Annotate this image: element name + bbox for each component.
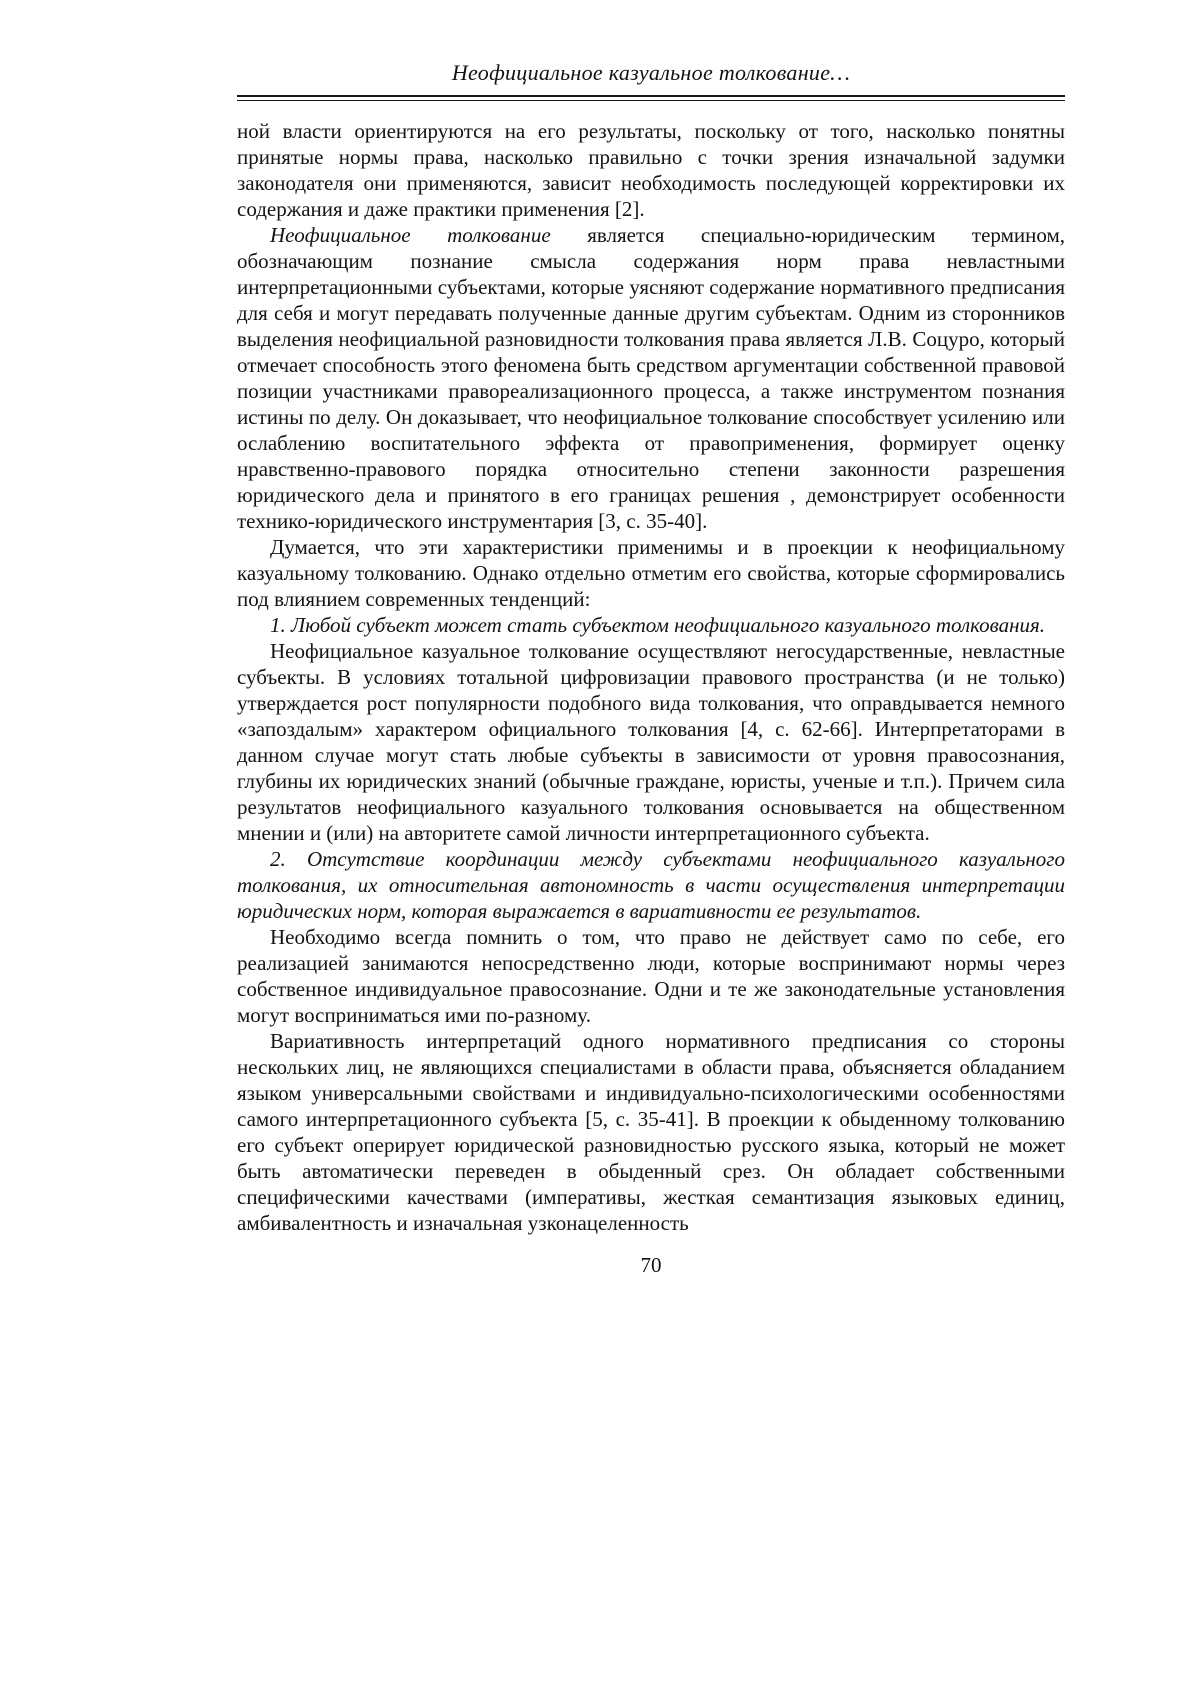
running-header-title: Неофициальное казуальное толкование… [451, 60, 851, 85]
italic-text-segment: 1. Любой субъект может стать субъектом неофициального казуального толкования. [270, 613, 1046, 637]
italic-text-segment: Неофициальное толкование [270, 223, 551, 247]
text-column [237, 0, 1065, 1278]
page-header [237, 60, 1065, 101]
header-rule [237, 95, 1065, 101]
text-segment: Вариативность интерпретаций одного нормативного предписания со стороны нескольких лиц, не являющихся специалистами в области права, объясняется обладанием языком универсальными свойствами и индивидуально-психологическими особенностями самого интерпретационного субъекта [5, с. 35-41]. В проекции к обыденному толкованию его субъект оперирует юридической разновидностью русского языка, который не может быть автоматически переведен в обыденный срез. Он обладает собственными специфическими качествами (императивы, жесткая семантизация языковых единиц, амбивалентность и изначальная узконацеленность [237, 1029, 1065, 1235]
paragraph [237, 638, 1065, 846]
text-segment: является специально-юридическим термином, обозначающим познание смысла содержания норм права невластными интерпретационными субъектами, которые уясняют содержание нормативного предписания для себя и могут передавать полученные данные другим субъектам. Одним из сторонников выделения неофициальной разновидности толкования права является Л.В. Соцуро, который отмечает способность этого феномена быть средством аргументации собственной правовой позиции участниками правореализационного процесса, а также инструментом познания истины по делу. Он доказывает, что неофициальное толкование способствует усилению или ослаблению воспитательного эффекта от правоприменения, формирует оценку нравственно-правового порядка относительно степени законности разрешения юридического дела и принятого в его границах решения , демонстрирует особенности технико-юридического инструментария [3, с. 35-40]. [237, 223, 1065, 533]
paragraph [237, 222, 1065, 534]
paragraph [237, 612, 1065, 638]
paragraph [237, 846, 1065, 924]
paragraph [237, 118, 1065, 222]
page-number: 70 [640, 1253, 662, 1277]
text-segment: Неофициальное казуальное толкование осуществляют негосударственные, невластные субъекты. В условиях тотальной цифровизации правового пространства (и не только) утверждается рост популярности подобного вида толкования, что оправдывается немного «запоздалым» характером официального толкования [4, с. 62-66]. Интерпретаторами в данном случае могут стать любые субъекты в зависимости от уровня правосознания, глубины их юридических знаний (обычные граждане, юристы, ученые и т.п.). Причем сила результатов неофициального казуального толкования основывается на общественном мнении и (или) на авторитете самой личности интерпретационного субъекта. [237, 639, 1065, 845]
paragraph [237, 1028, 1065, 1236]
page-footer [237, 1252, 1065, 1278]
italic-text-segment: 2. Отсутствие координации между субъектами неофициального казуального толкования, их относительная автономность в части осуществления интерпретации юридических норм, которая выражается в вариативности ее результатов. [237, 847, 1065, 923]
text-segment: Необходимо всегда помнить о том, что право не действует само по себе, его реализацией занимаются непосредственно люди, которые воспринимают нормы через собственное индивидуальное правосознание. Одни и те же законодательные установления могут восприниматься ими по-разному. [237, 925, 1065, 1027]
paragraph [237, 924, 1065, 1028]
text-segment: ной власти ориентируются на его результаты, поскольку от того, насколько понятны принятые нормы права, насколько правильно с точки зрения изначальной задумки законодателя они применяются, зависит необходимость последующей корректировки их содержания и даже практики применения [2]. [237, 119, 1065, 221]
paragraph [237, 534, 1065, 612]
text-segment: Думается, что эти характеристики применимы и в проекции к неофициальному казуальному толкованию. Однако отдельно отметим его свойства, которые сформировались под влиянием современных тенденций: [237, 535, 1065, 611]
article-body [237, 118, 1065, 1236]
